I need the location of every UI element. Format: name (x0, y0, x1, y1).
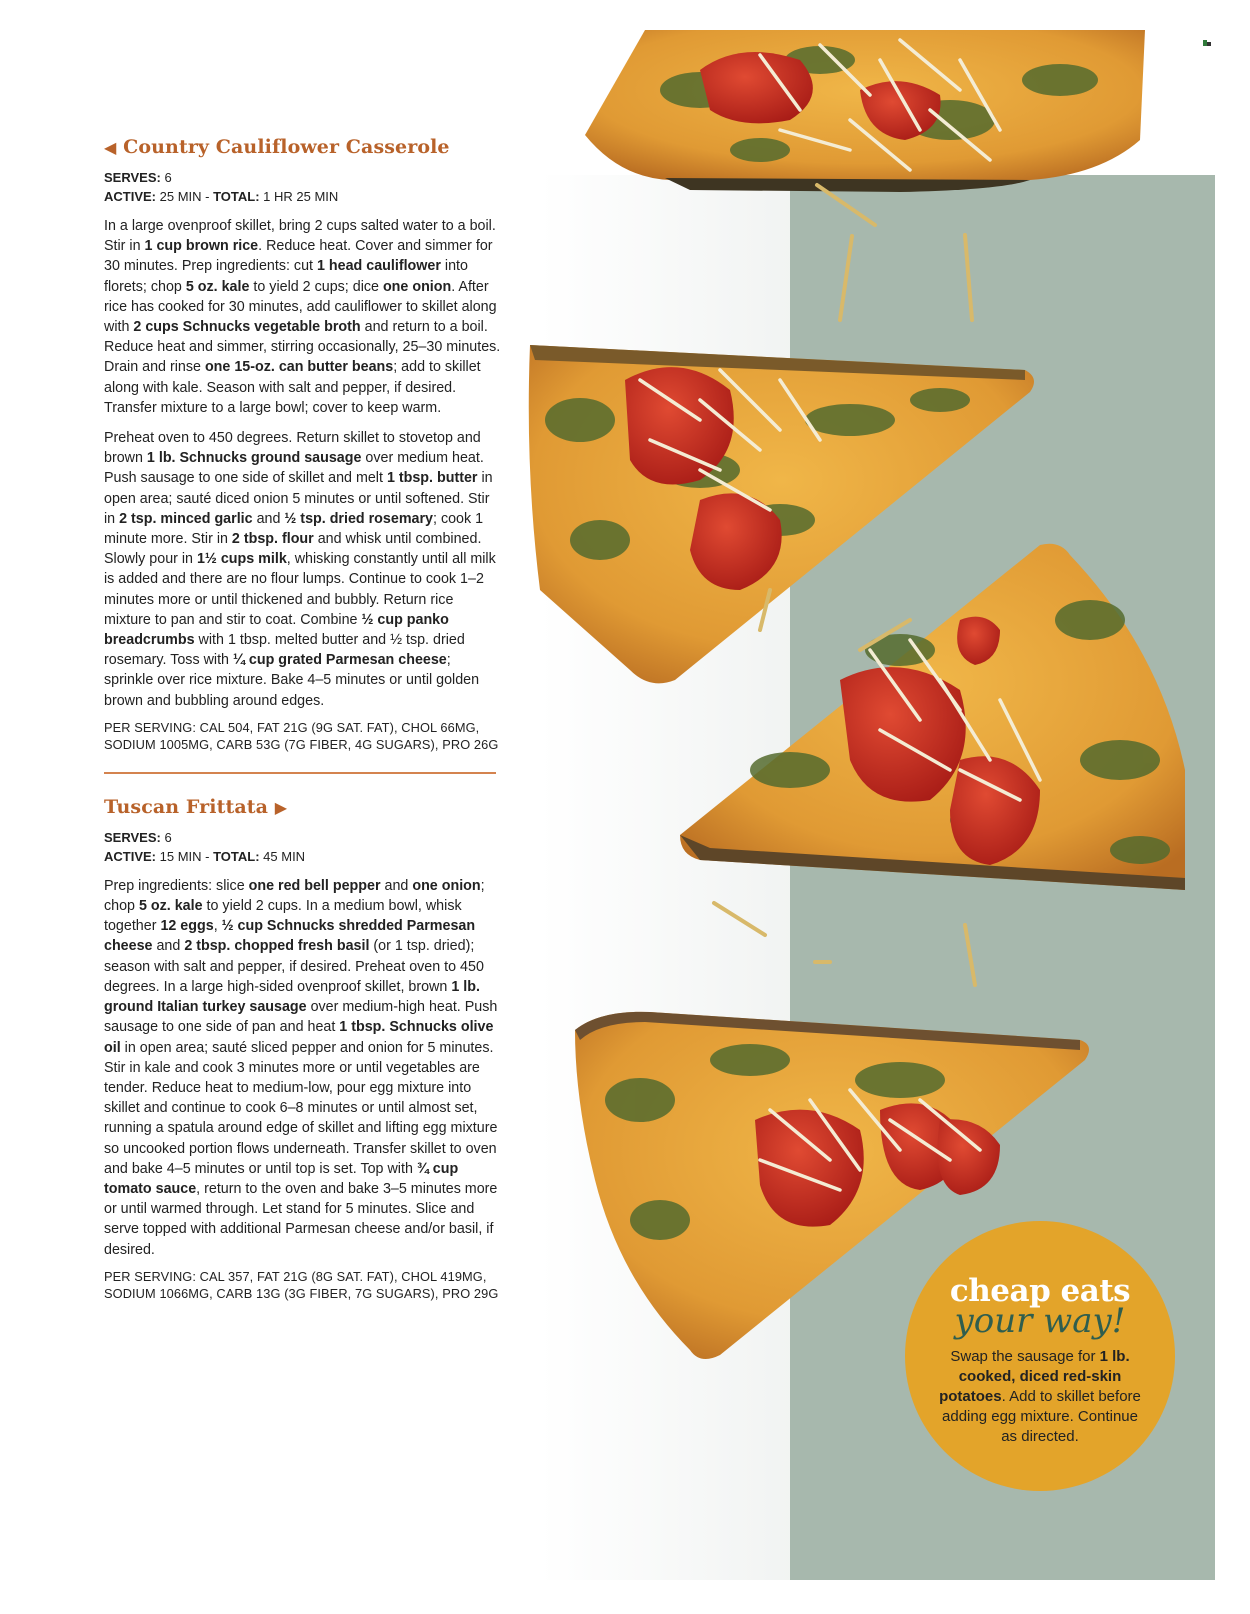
corner-mark (1203, 33, 1211, 39)
text-segment: (or 1 tsp. dried); season with salt and pepper, if desired. Preheat oven to 450 degrees. In a large high-sided ovenproof skillet, brown (104, 938, 484, 995)
arrow-right-icon: ▶ (274, 797, 288, 817)
active-label: ACTIVE: (104, 848, 156, 864)
text-segment: . Reduce heat. Cover and simmer for 30 minutes. Prep ingredients: cut (104, 238, 493, 275)
recipe-serves (104, 168, 502, 187)
text-segment: and (152, 938, 185, 955)
ingredient-emphasis: 2 cups Schnucks vegetable broth (133, 319, 361, 336)
ingredient-emphasis: 1½ cups milk (196, 551, 287, 568)
text-segment: Preheat oven to 450 degrees. Return skillet to stovetop and brown (104, 430, 481, 467)
recipe-times (104, 187, 502, 206)
text-segment: Swap the sausage for (950, 1348, 1100, 1365)
total-value: 1 HR 25 MIN (263, 189, 339, 204)
text-segment: and whisk until combined. Slowly pour in (104, 531, 482, 568)
text-segment: to yield 2 cups. In a medium bowl, whisk together (104, 898, 462, 935)
ingredient-emphasis: 2 tbsp. flour (231, 531, 314, 548)
ingredient-emphasis: 1 tbsp. Schnucks olive oil (104, 1019, 494, 1056)
frittata-slice-1 (585, 30, 1145, 192)
text-segment: ; sprinkle over rice mixture. Bake 4–5 minutes or until golden brown and bubbling around edges. (104, 652, 480, 709)
text-segment: and (380, 877, 413, 894)
ingredient-emphasis: one red bell pepper (248, 877, 381, 894)
serves-value: 6 (164, 829, 172, 845)
ingredient-emphasis: 12 eggs (160, 918, 214, 935)
text-segment: and return to a boil. Reduce heat and simmer, stirring occasionally, 25–30 minutes. Drain and rinse (104, 319, 501, 376)
total-label: TOTAL: (213, 848, 260, 864)
cheap-eats-badge (905, 1221, 1175, 1491)
recipe-title-text: Tuscan Frittata (104, 795, 269, 818)
total-label: TOTAL: (213, 189, 260, 204)
time-separator: - (201, 848, 214, 864)
recipe-title (104, 136, 502, 158)
serves-value: 6 (164, 170, 172, 185)
recipe-cauliflower-casserole (104, 136, 502, 754)
badge-script: your way! (954, 1301, 1126, 1341)
recipe-step-2 (104, 428, 502, 711)
text-segment: ; add to skillet along with kale. Season with salt and pepper, if desired. Transfer mixture to a large bowl; cover to keep warm. (104, 359, 481, 416)
text-segment: into florets; chop (104, 258, 468, 295)
text-segment: over medium-high heat. Push sausage to one side of pan and heat (104, 999, 498, 1036)
recipe-title-text: Country Cauliflower Casserole (123, 136, 450, 158)
serves-label: SERVES: (104, 829, 161, 845)
active-value: 25 MIN (159, 189, 202, 204)
text-segment: , return to the oven and bake 3–5 minutes more or until warmed through. Let stand for 5 minutes. Slice and serve topped with additional Parmesan cheese and/or basil, if desired. (104, 1180, 498, 1258)
active-label: ACTIVE: (104, 189, 156, 204)
ingredient-emphasis: 5 oz. kale (185, 278, 250, 295)
recipe-tuscan-frittata (104, 796, 502, 1303)
ingredient-emphasis: 1 lb. ground Italian turkey sausage (104, 978, 480, 1016)
nutrition-info: PER SERVING: CAL 357, FAT 21G (8G SAT. FAT), CHOL 419MG, SODIUM 1066MG, CARB 13G (3G FIBER, 7G SUGARS), PRO 29G (104, 1268, 499, 1302)
badge-body (935, 1347, 1145, 1447)
recipe-times (104, 847, 502, 866)
ingredient-emphasis: ¾ cup tomato sauce (104, 1160, 459, 1197)
text-segment: . Add to skillet before adding egg mixture. Continue as directed. (942, 1388, 1141, 1445)
text-segment: ; cook 1 minute more. Stir in (104, 510, 484, 548)
recipe-serves (104, 828, 502, 847)
ingredient-emphasis: one onion (412, 877, 481, 894)
text-segment: , whisking constantly until all milk is added and there are no flour lumps. Continue to cook 1–2 minutes more or until thickened and bubbly. Return rice mixture to pan and stir to coat. Combine (104, 551, 496, 628)
text-segment: in open area; sauté diced onion 5 minutes or until softened. Stir in (104, 470, 493, 527)
ingredient-emphasis: 2 tbsp. chopped fresh basil (184, 938, 370, 955)
ingredient-emphasis: one onion (382, 278, 452, 295)
recipe-step-1 (104, 876, 502, 1260)
text-segment: with 1 tbsp. melted butter and ½ tsp. dried rosemary. Toss with (104, 632, 465, 669)
ingredient-emphasis: ½ cup Schnucks shredded Parmesan cheese (104, 918, 476, 955)
ingredient-emphasis: ¼ cup grated Parmesan cheese (232, 652, 447, 669)
ingredient-emphasis: 1 lb. cooked, diced red-skin potatoes (939, 1348, 1130, 1405)
ingredient-emphasis: 5 oz. kale (138, 898, 203, 915)
text-segment: in open area; sauté sliced pepper and onion for 5 minutes. Stir in kale and cook 3 minutes more or until vegetables are tender. Reduce heat to medium-low, pour egg mixture into skillet and continue to cook 6–8 minutes or until almost set, running a spatula around edge of skillet and lifting egg mixture so uncooked portion flows underneath. Transfer skillet to oven and bake 4–5 minutes or until top is set. Top with (104, 1039, 498, 1177)
ingredient-emphasis: one 15-oz. can butter beans (204, 359, 394, 376)
text-segment: , (213, 918, 222, 935)
ingredient-emphasis: 1 head cauliflower (316, 258, 441, 275)
recipe-title (104, 796, 502, 818)
text-segment: . After rice has cooked for 30 minutes, add cauliflower to skillet along with (104, 278, 497, 336)
ingredient-emphasis: 1 lb. Schnucks ground sausage (146, 450, 362, 467)
time-separator: - (201, 189, 214, 204)
text-segment: and (252, 510, 285, 527)
text-segment: ; chop (104, 877, 485, 915)
text-segment: to yield 2 cups; dice (249, 278, 383, 295)
active-value: 15 MIN (159, 848, 202, 864)
recipe-divider (104, 772, 496, 774)
ingredient-emphasis: ½ tsp. dried rosemary (284, 510, 433, 527)
arrow-left-icon: ◀ (104, 138, 117, 157)
badge-title: cheap eats (949, 1273, 1131, 1309)
ingredient-emphasis: ½ cup panko breadcrumbs (104, 611, 449, 649)
text-segment: over medium heat. Push sausage to one side of skillet and melt (104, 450, 484, 487)
ingredient-emphasis: 1 tbsp. butter (386, 470, 478, 487)
recipe-step-1 (104, 216, 502, 418)
nutrition-info: PER SERVING: CAL 504, FAT 21G (9G SAT. FAT), CHOL 66MG, SODIUM 1005MG, CARB 53G (7G FIBER, 4G SUGARS), PRO 26G (104, 719, 499, 753)
recipe-column (104, 136, 502, 1303)
text-segment: Prep ingredients: slice (104, 877, 249, 894)
total-value: 45 MIN (263, 848, 306, 864)
text-segment: In a large ovenproof skillet, bring 2 cups salted water to a boil. Stir in (104, 218, 496, 255)
serves-label: SERVES: (104, 170, 161, 185)
ingredient-emphasis: 2 tsp. minced garlic (119, 510, 253, 527)
ingredient-emphasis: 1 cup brown rice (144, 238, 259, 255)
